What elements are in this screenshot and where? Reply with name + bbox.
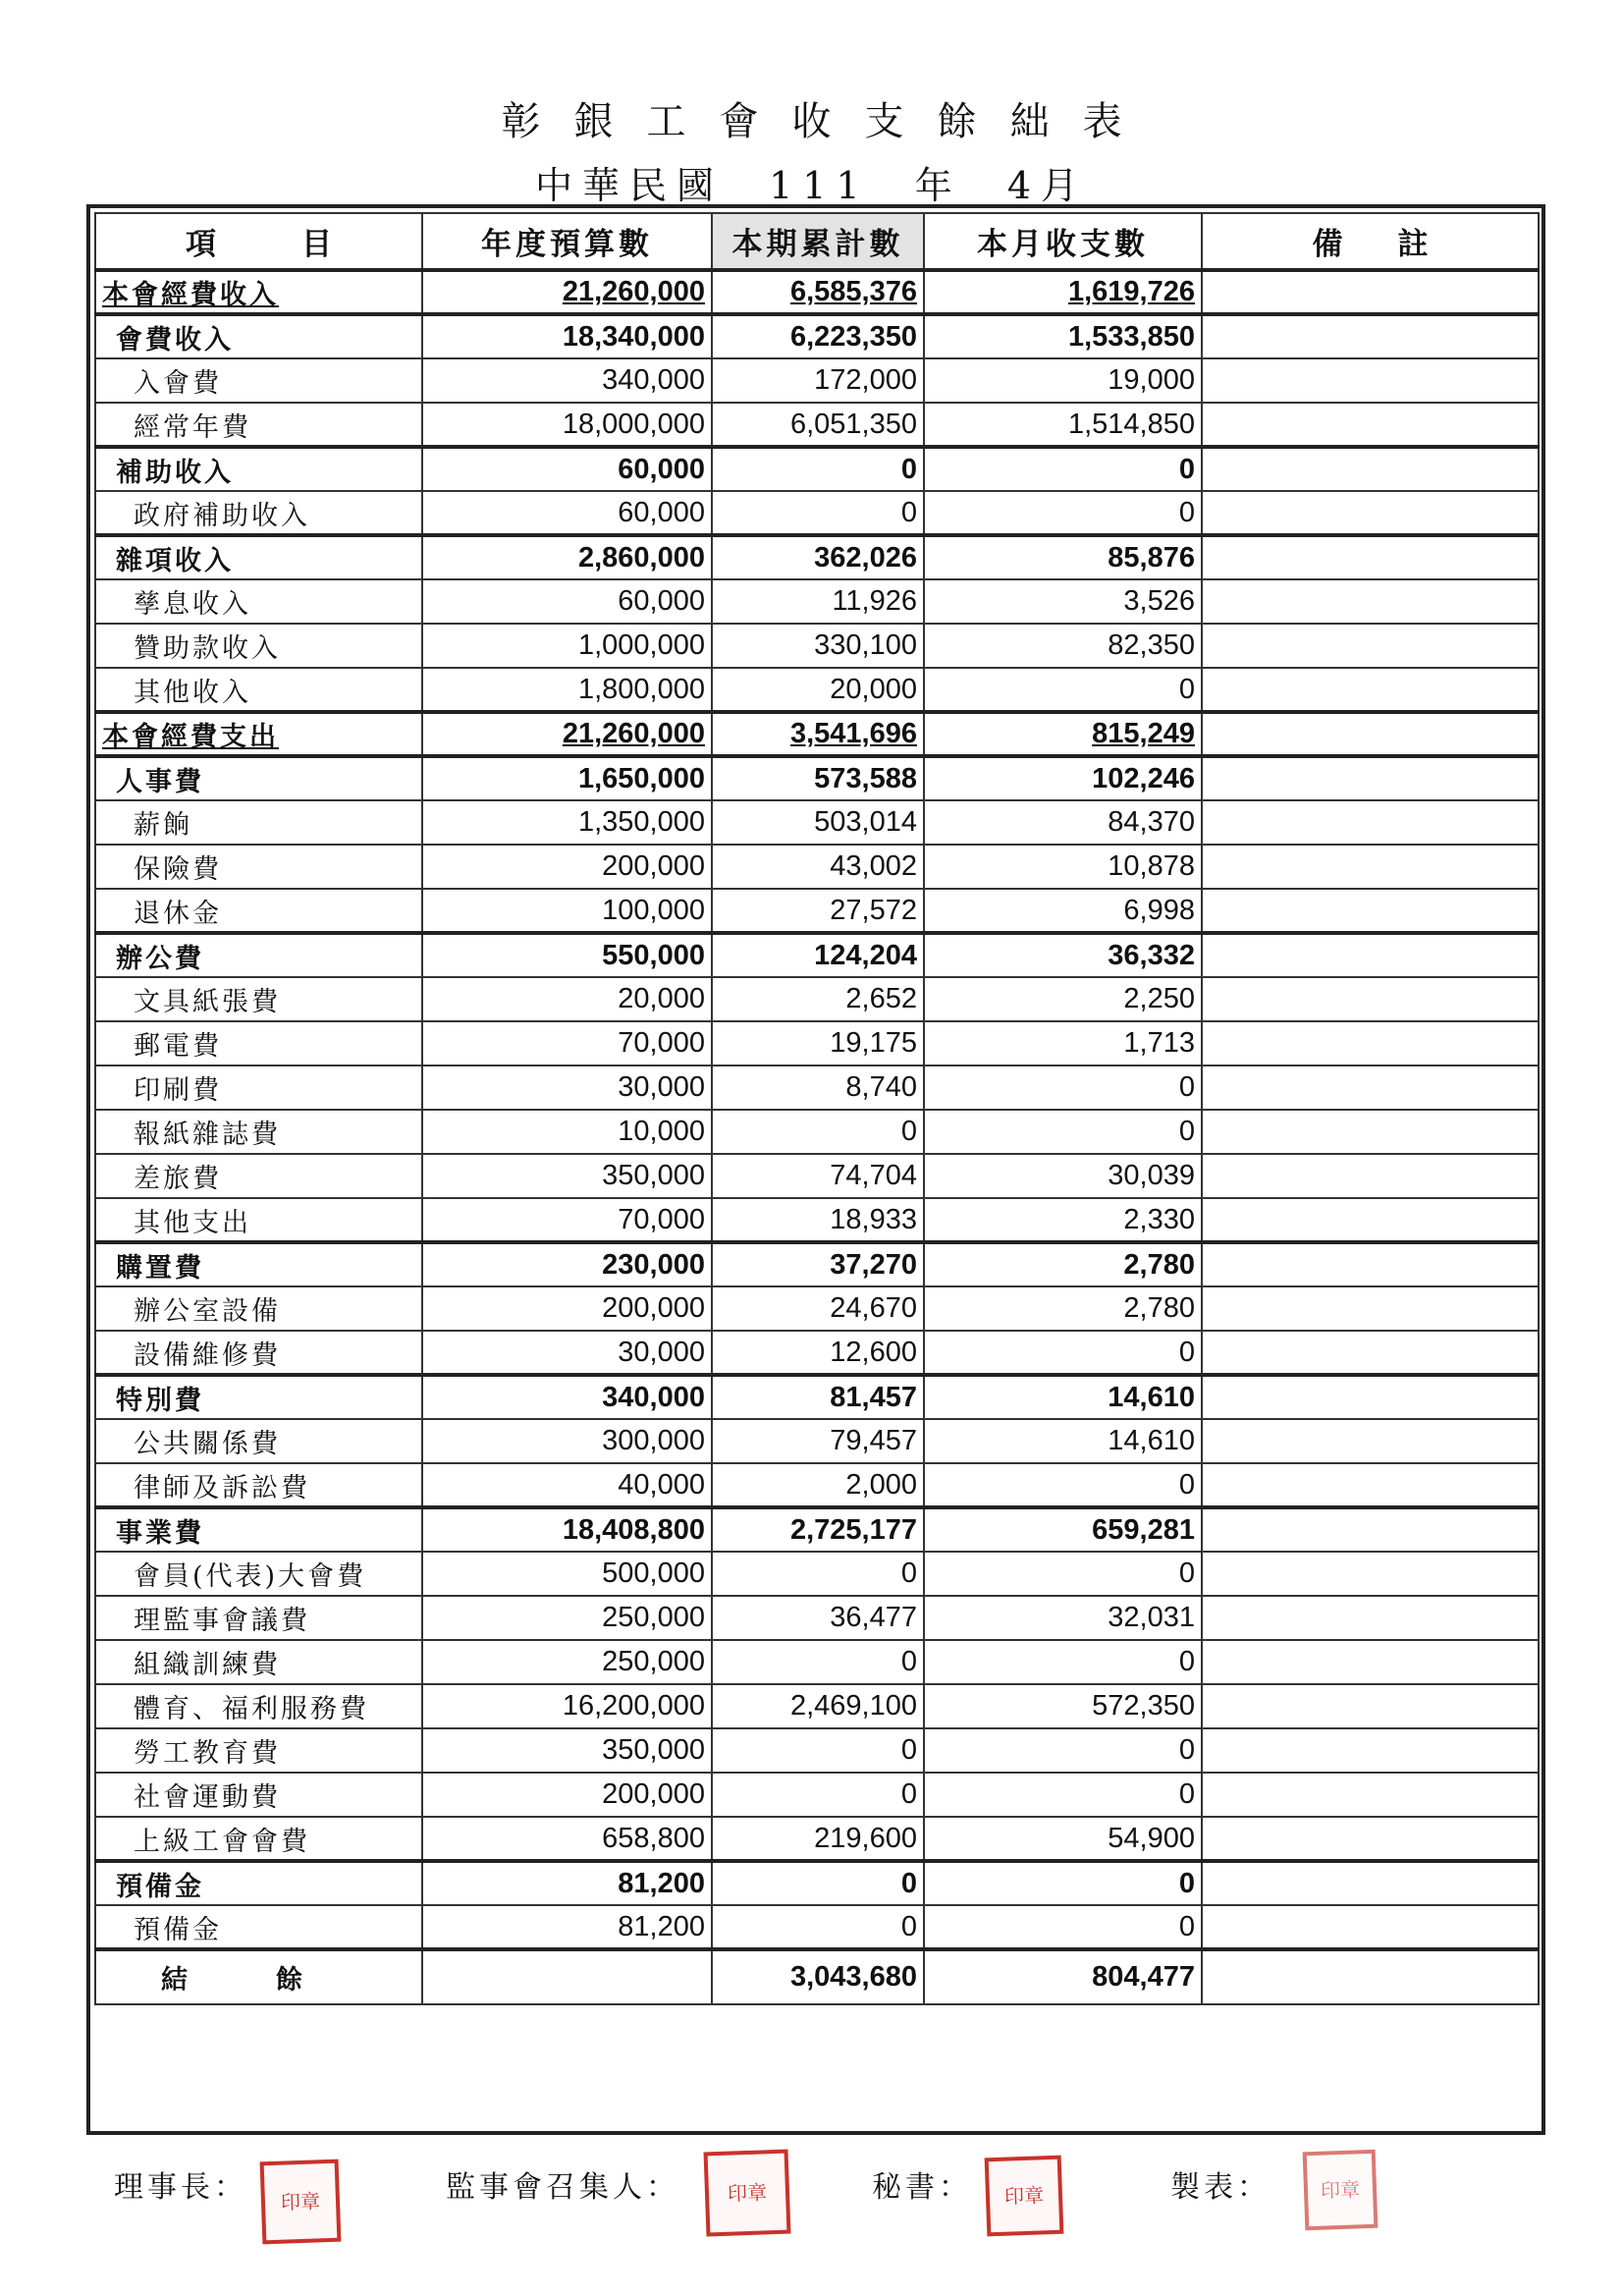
item-row: [95, 1684, 1539, 1728]
monthly-cell: 32,031: [924, 1596, 1202, 1640]
cumulative-cell: 74,704: [712, 1154, 924, 1198]
item-row: [95, 579, 1539, 624]
item-cell: 設備維修費: [95, 1331, 422, 1375]
remarks-cell: [1202, 800, 1539, 845]
monthly-cell: 1,514,850: [924, 403, 1202, 447]
monthly-cell: 14,610: [924, 1419, 1202, 1463]
chairman-seal: 印章: [260, 2159, 342, 2245]
budget-cell: 1,800,000: [422, 668, 712, 712]
budget-cell: 16,200,000: [422, 1684, 712, 1728]
section-row: [95, 712, 1539, 756]
budget-cell: 1,350,000: [422, 800, 712, 845]
cumulative-cell: 0: [712, 1773, 924, 1817]
remarks-cell: [1202, 358, 1539, 403]
monthly-cell: 36,332: [924, 933, 1202, 977]
remarks-cell: [1202, 1419, 1539, 1463]
period-year: 111: [769, 164, 870, 207]
remarks-cell: [1202, 270, 1539, 314]
monthly-cell: 815,249: [924, 712, 1202, 756]
budget-cell: 20,000: [422, 977, 712, 1021]
cumulative-cell: 2,725,177: [712, 1507, 924, 1552]
remarks-cell: [1202, 1905, 1539, 1949]
item-cell: 人事費: [95, 756, 422, 800]
secretary-label: 秘書：: [872, 2170, 972, 2205]
item-row: [95, 1154, 1539, 1198]
balance-row: [95, 1949, 1539, 2004]
item-cell: 差旅費: [95, 1154, 422, 1198]
signature-footer: [0, 2151, 1623, 2269]
monthly-cell: 572,350: [924, 1684, 1202, 1728]
cumulative-cell: 6,585,376: [712, 270, 924, 314]
budget-cell: 340,000: [422, 1375, 712, 1419]
remarks-cell: [1202, 845, 1539, 889]
monthly-cell: 0: [924, 1905, 1202, 1949]
budget-cell: 40,000: [422, 1463, 712, 1507]
budget-cell: 21,260,000: [422, 270, 712, 314]
item-cell: 經常年費: [95, 403, 422, 447]
cumulative-cell: 24,670: [712, 1286, 924, 1331]
item-cell: 上級工會會費: [95, 1817, 422, 1861]
monthly-cell: 102,246: [924, 756, 1202, 800]
remarks-cell: [1202, 624, 1539, 668]
category-row: [95, 1861, 1539, 1905]
item-row: [95, 1640, 1539, 1684]
cumulative-cell: 0: [712, 1728, 924, 1773]
col-header-budget: 年度預算數: [422, 213, 712, 270]
item-row: [95, 1066, 1539, 1110]
budget-cell: 1,000,000: [422, 624, 712, 668]
monthly-cell: 1,533,850: [924, 314, 1202, 358]
item-cell: 印刷費: [95, 1066, 422, 1110]
cumulative-cell: 6,223,350: [712, 314, 924, 358]
item-cell: 入會費: [95, 358, 422, 403]
item-cell: 其他支出: [95, 1198, 422, 1242]
item-cell: 組織訓練費: [95, 1640, 422, 1684]
section-row: [95, 270, 1539, 314]
monthly-cell: 85,876: [924, 535, 1202, 579]
item-row: [95, 1596, 1539, 1640]
budget-cell: 60,000: [422, 579, 712, 624]
col-header-remarks: 備註: [1202, 213, 1539, 270]
item-cell: 預備金: [95, 1861, 422, 1905]
remarks-cell: [1202, 1728, 1539, 1773]
item-row: [95, 1463, 1539, 1507]
item-cell: 保險費: [95, 845, 422, 889]
item-row: [95, 624, 1539, 668]
balance-remarks: [1202, 1949, 1539, 2004]
monthly-cell: 3,526: [924, 579, 1202, 624]
budget-cell: 230,000: [422, 1242, 712, 1286]
item-cell: 雜項收入: [95, 535, 422, 579]
item-cell: 辦公室設備: [95, 1286, 422, 1331]
period-year-unit: 年: [914, 164, 962, 207]
monthly-cell: 2,250: [924, 977, 1202, 1021]
remarks-cell: [1202, 889, 1539, 933]
remarks-cell: [1202, 1861, 1539, 1905]
cumulative-cell: 3,541,696: [712, 712, 924, 756]
remarks-cell: [1202, 668, 1539, 712]
remarks-cell: [1202, 579, 1539, 624]
item-cell: 文具紙張費: [95, 977, 422, 1021]
remarks-cell: [1202, 1198, 1539, 1242]
monthly-cell: 10,878: [924, 845, 1202, 889]
budget-cell: 200,000: [422, 1773, 712, 1817]
item-row: [95, 977, 1539, 1021]
monthly-cell: 0: [924, 491, 1202, 535]
remarks-cell: [1202, 314, 1539, 358]
budget-cell: 30,000: [422, 1331, 712, 1375]
monthly-cell: 0: [924, 1463, 1202, 1507]
item-row: [95, 1110, 1539, 1154]
item-cell: 退休金: [95, 889, 422, 933]
remarks-cell: [1202, 1375, 1539, 1419]
cumulative-cell: 2,469,100: [712, 1684, 924, 1728]
cumulative-cell: 81,457: [712, 1375, 924, 1419]
period-month: 4月: [1006, 164, 1089, 207]
monthly-cell: 0: [924, 1640, 1202, 1684]
monthly-cell: 0: [924, 1728, 1202, 1773]
remarks-cell: [1202, 933, 1539, 977]
supervisor-seal: 印章: [704, 2150, 791, 2237]
budget-cell: 200,000: [422, 845, 712, 889]
monthly-cell: 54,900: [924, 1817, 1202, 1861]
cumulative-cell: 8,740: [712, 1066, 924, 1110]
item-row: [95, 358, 1539, 403]
budget-cell: 250,000: [422, 1596, 712, 1640]
item-cell: 孳息收入: [95, 579, 422, 624]
item-row: [95, 845, 1539, 889]
cumulative-cell: 573,588: [712, 756, 924, 800]
item-row: [95, 1552, 1539, 1596]
item-cell: 本會經費收入: [95, 270, 422, 314]
remarks-cell: [1202, 1817, 1539, 1861]
budget-cell: 200,000: [422, 1286, 712, 1331]
monthly-cell: 0: [924, 1773, 1202, 1817]
item-cell: 購置費: [95, 1242, 422, 1286]
item-cell: 辦公費: [95, 933, 422, 977]
item-row: [95, 1773, 1539, 1817]
remarks-cell: [1202, 447, 1539, 491]
category-row: [95, 756, 1539, 800]
item-row: [95, 403, 1539, 447]
item-row: [95, 491, 1539, 535]
remarks-cell: [1202, 1463, 1539, 1507]
monthly-cell: 2,780: [924, 1286, 1202, 1331]
budget-cell: 70,000: [422, 1021, 712, 1066]
cumulative-cell: 0: [712, 491, 924, 535]
monthly-cell: 0: [924, 1552, 1202, 1596]
cumulative-cell: 0: [712, 1640, 924, 1684]
monthly-cell: 84,370: [924, 800, 1202, 845]
supervisor-label: 監事會召集人：: [446, 2170, 679, 2205]
remarks-cell: [1202, 1021, 1539, 1066]
budget-cell: 1,650,000: [422, 756, 712, 800]
item-row: [95, 668, 1539, 712]
cumulative-cell: 362,026: [712, 535, 924, 579]
cumulative-cell: 79,457: [712, 1419, 924, 1463]
cumulative-cell: 219,600: [712, 1817, 924, 1861]
budget-cell: 81,200: [422, 1905, 712, 1949]
cumulative-cell: 124,204: [712, 933, 924, 977]
item-cell: 預備金: [95, 1905, 422, 1949]
remarks-cell: [1202, 1773, 1539, 1817]
budget-cell: 18,000,000: [422, 403, 712, 447]
remarks-cell: [1202, 1552, 1539, 1596]
remarks-cell: [1202, 535, 1539, 579]
secretary-seal: 印章: [985, 2156, 1064, 2237]
income-expense-table: [94, 212, 1540, 2005]
category-row: [95, 535, 1539, 579]
cumulative-cell: 19,175: [712, 1021, 924, 1066]
category-row: [95, 933, 1539, 977]
cumulative-cell: 18,933: [712, 1198, 924, 1242]
monthly-cell: 0: [924, 1331, 1202, 1375]
budget-cell: 60,000: [422, 491, 712, 535]
item-row: [95, 800, 1539, 845]
monthly-cell: 6,998: [924, 889, 1202, 933]
remarks-cell: [1202, 403, 1539, 447]
item-row: [95, 1331, 1539, 1375]
cumulative-cell: 6,051,350: [712, 403, 924, 447]
report-period: [0, 155, 1623, 209]
cumulative-cell: 20,000: [712, 668, 924, 712]
item-cell: 本會經費支出: [95, 712, 422, 756]
budget-cell: 60,000: [422, 447, 712, 491]
budget-cell: 30,000: [422, 1066, 712, 1110]
monthly-cell: 1,619,726: [924, 270, 1202, 314]
item-row: [95, 889, 1539, 933]
preparer-seal: 印章: [1303, 2150, 1379, 2231]
item-cell: 其他收入: [95, 668, 422, 712]
item-cell: 特別費: [95, 1375, 422, 1419]
remarks-cell: [1202, 977, 1539, 1021]
budget-cell: 500,000: [422, 1552, 712, 1596]
budget-cell: 81,200: [422, 1861, 712, 1905]
preparer-label: 製表：: [1170, 2170, 1271, 2205]
item-row: [95, 1419, 1539, 1463]
monthly-cell: 14,610: [924, 1375, 1202, 1419]
cumulative-cell: 11,926: [712, 579, 924, 624]
remarks-cell: [1202, 1066, 1539, 1110]
cumulative-cell: 0: [712, 1905, 924, 1949]
cumulative-cell: 27,572: [712, 889, 924, 933]
monthly-cell: 82,350: [924, 624, 1202, 668]
cumulative-cell: 12,600: [712, 1331, 924, 1375]
item-row: [95, 1905, 1539, 1949]
cumulative-cell: 0: [712, 1110, 924, 1154]
item-cell: 贊助款收入: [95, 624, 422, 668]
budget-cell: 10,000: [422, 1110, 712, 1154]
budget-cell: 21,260,000: [422, 712, 712, 756]
remarks-cell: [1202, 1331, 1539, 1375]
item-row: [95, 1286, 1539, 1331]
budget-cell: 250,000: [422, 1640, 712, 1684]
cumulative-cell: 37,270: [712, 1242, 924, 1286]
remarks-cell: [1202, 712, 1539, 756]
remarks-cell: [1202, 1640, 1539, 1684]
balance-cumulative: 3,043,680: [712, 1949, 924, 2004]
remarks-cell: [1202, 1154, 1539, 1198]
period-era: 中華民國: [534, 164, 724, 207]
col-header-cumulative: 本期累計數: [712, 213, 924, 270]
report-title: 彰銀工會收支餘絀表: [501, 99, 1156, 144]
balance-budget: [422, 1949, 712, 2004]
cumulative-cell: 503,014: [712, 800, 924, 845]
monthly-cell: 2,780: [924, 1242, 1202, 1286]
budget-cell: 18,408,800: [422, 1507, 712, 1552]
monthly-cell: 30,039: [924, 1154, 1202, 1198]
item-row: [95, 1817, 1539, 1861]
item-cell: 公共關係費: [95, 1419, 422, 1463]
remarks-cell: [1202, 1110, 1539, 1154]
item-cell: 會員(代表)大會費: [95, 1552, 422, 1596]
remarks-cell: [1202, 756, 1539, 800]
cumulative-cell: 172,000: [712, 358, 924, 403]
item-cell: 政府補助收入: [95, 491, 422, 535]
budget-cell: 18,340,000: [422, 314, 712, 358]
monthly-cell: 0: [924, 1861, 1202, 1905]
item-cell: 律師及訴訟費: [95, 1463, 422, 1507]
remarks-cell: [1202, 1286, 1539, 1331]
item-row: [95, 1021, 1539, 1066]
monthly-cell: 0: [924, 1110, 1202, 1154]
cumulative-cell: 43,002: [712, 845, 924, 889]
category-row: [95, 314, 1539, 358]
item-cell: 體育、福利服務費: [95, 1684, 422, 1728]
category-row: [95, 447, 1539, 491]
monthly-cell: 659,281: [924, 1507, 1202, 1552]
item-cell: 補助收入: [95, 447, 422, 491]
balance-monthly: 804,477: [924, 1949, 1202, 2004]
monthly-cell: 0: [924, 447, 1202, 491]
table-body: [95, 270, 1539, 2004]
category-row: [95, 1242, 1539, 1286]
cumulative-cell: 2,000: [712, 1463, 924, 1507]
remarks-cell: [1202, 1684, 1539, 1728]
monthly-cell: 19,000: [924, 358, 1202, 403]
chairman-label: 理事長：: [114, 2170, 247, 2205]
monthly-cell: 0: [924, 1066, 1202, 1110]
item-cell: 薪餉: [95, 800, 422, 845]
category-row: [95, 1375, 1539, 1419]
cumulative-cell: 36,477: [712, 1596, 924, 1640]
item-cell: 理監事會議費: [95, 1596, 422, 1640]
budget-cell: 350,000: [422, 1154, 712, 1198]
remarks-cell: [1202, 1507, 1539, 1552]
item-cell: 事業費: [95, 1507, 422, 1552]
budget-cell: 300,000: [422, 1419, 712, 1463]
budget-cell: 550,000: [422, 933, 712, 977]
category-row: [95, 1507, 1539, 1552]
cumulative-cell: 0: [712, 1552, 924, 1596]
monthly-cell: 1,713: [924, 1021, 1202, 1066]
item-cell: 社會運動費: [95, 1773, 422, 1817]
item-row: [95, 1198, 1539, 1242]
budget-cell: 2,860,000: [422, 535, 712, 579]
monthly-cell: 0: [924, 668, 1202, 712]
cumulative-cell: 2,652: [712, 977, 924, 1021]
cumulative-cell: 330,100: [712, 624, 924, 668]
budget-cell: 658,800: [422, 1817, 712, 1861]
monthly-cell: 2,330: [924, 1198, 1202, 1242]
col-header-item: 項 目: [95, 213, 422, 270]
remarks-cell: [1202, 1242, 1539, 1286]
item-cell: 會費收入: [95, 314, 422, 358]
col-header-monthly: 本月收支數: [924, 213, 1202, 270]
remarks-cell: [1202, 1596, 1539, 1640]
budget-cell: 100,000: [422, 889, 712, 933]
budget-cell: 350,000: [422, 1728, 712, 1773]
item-cell: 勞工教育費: [95, 1728, 422, 1773]
item-cell: 郵電費: [95, 1021, 422, 1066]
balance-label: 結餘: [95, 1949, 422, 2004]
budget-cell: 340,000: [422, 358, 712, 403]
item-cell: 報紙雜誌費: [95, 1110, 422, 1154]
budget-cell: 70,000: [422, 1198, 712, 1242]
remarks-cell: [1202, 491, 1539, 535]
item-row: [95, 1728, 1539, 1773]
cumulative-cell: 0: [712, 447, 924, 491]
cumulative-cell: 0: [712, 1861, 924, 1905]
header-row: [95, 213, 1539, 270]
